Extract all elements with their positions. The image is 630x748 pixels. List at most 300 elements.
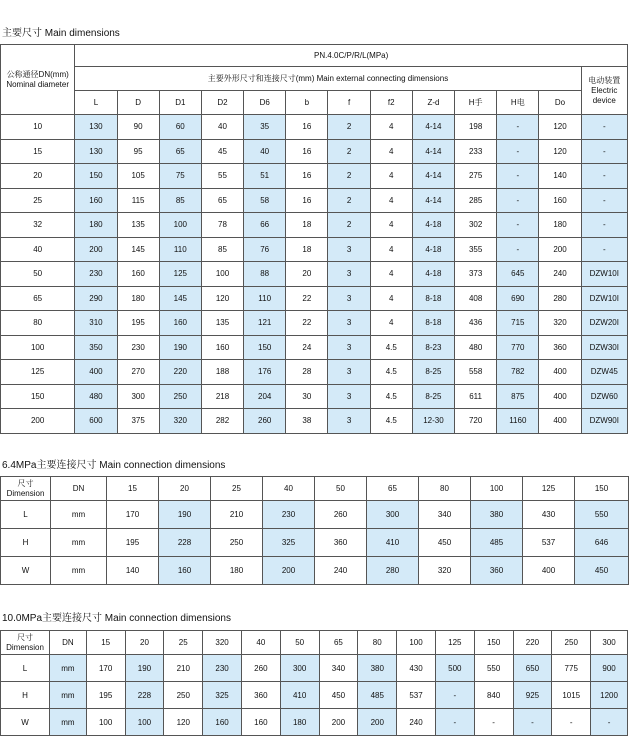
table-cell: 3 (328, 409, 370, 434)
table-cell: 140 (107, 557, 159, 585)
table-cell: 190 (159, 501, 211, 529)
table-cell: 85 (159, 188, 201, 213)
row-label: 32 (1, 213, 75, 238)
table-cell: 16 (286, 115, 328, 140)
table-row (1, 286, 628, 311)
table-cell: 120 (539, 115, 581, 140)
column-header: 15 (86, 631, 125, 655)
table-cell: 250 (159, 384, 201, 409)
row-label: 150 (1, 384, 75, 409)
table-cell: 160 (159, 311, 201, 336)
table-cell: 188 (201, 360, 243, 385)
row-label: L (1, 655, 50, 682)
table-cell: 4 (370, 262, 412, 287)
table-cell: 230 (263, 501, 315, 529)
column-header: D (117, 91, 159, 115)
table-cell: 8-23 (412, 335, 454, 360)
section1-title: 主要尺寸 Main dimensions (2, 28, 120, 39)
table-cell: 110 (244, 286, 286, 311)
column-header: H电 (497, 91, 539, 115)
table-cell: 100 (201, 262, 243, 287)
main-dimensions-table (0, 44, 628, 434)
table-row (1, 409, 628, 434)
column-header: 25 (164, 631, 203, 655)
table-cell: 436 (455, 311, 497, 336)
table-cell: - (497, 139, 539, 164)
table-cell: - (497, 237, 539, 262)
table-cell: 180 (539, 213, 581, 238)
table-cell: DZW60 (581, 384, 627, 409)
table-cell: 485 (471, 529, 523, 557)
table-cell: 450 (319, 682, 358, 709)
row-label: L (1, 501, 51, 529)
table-cell: 2 (328, 115, 370, 140)
table-cell: 145 (117, 237, 159, 262)
table-cell: 8-25 (412, 384, 454, 409)
table-cell: 240 (539, 262, 581, 287)
table-cell: 550 (474, 655, 513, 682)
table-cell: 320 (419, 557, 471, 585)
table-cell: mm (51, 529, 107, 557)
table-cell: 135 (117, 213, 159, 238)
table-cell: 130 (75, 139, 117, 164)
column-header: 300 (591, 631, 628, 655)
table-cell: 280 (539, 286, 581, 311)
table-cell: 198 (455, 115, 497, 140)
table-cell: 250 (164, 682, 203, 709)
column-header: 25 (211, 477, 263, 501)
table-cell: 1160 (497, 409, 539, 434)
table-cell: 180 (117, 286, 159, 311)
table-cell: 150 (75, 164, 117, 189)
column-header: Do (539, 91, 581, 115)
table-cell: 360 (315, 529, 367, 557)
table-cell: 380 (358, 655, 397, 682)
table-cell: - (581, 213, 627, 238)
table-cell: 120 (201, 286, 243, 311)
table-cell: DZW20I (581, 311, 627, 336)
column-header: 150 (474, 631, 513, 655)
table-cell: 2 (328, 213, 370, 238)
table-cell: 16 (286, 188, 328, 213)
row-label: W (1, 557, 51, 585)
table-cell: 400 (539, 384, 581, 409)
table-cell: 611 (455, 384, 497, 409)
column-header: f2 (370, 91, 412, 115)
column-header: f (328, 91, 370, 115)
table-cell: 230 (75, 262, 117, 287)
table-cell: 325 (263, 529, 315, 557)
table-cell: 38 (286, 409, 328, 434)
column-header: 80 (419, 477, 471, 501)
table-row (1, 188, 628, 213)
table-cell: DZW10I (581, 262, 627, 287)
table-cell: 4-14 (412, 139, 454, 164)
table-cell: 550 (575, 501, 629, 529)
table-cell: 410 (280, 682, 319, 709)
table-cell: 230 (203, 655, 242, 682)
table-cell: 210 (164, 655, 203, 682)
column-header: 20 (159, 477, 211, 501)
table-cell: 770 (497, 335, 539, 360)
table-row (1, 557, 629, 585)
table-cell: 40 (201, 115, 243, 140)
table-cell: 105 (117, 164, 159, 189)
pressure-header: PN.4.0C/P/R/L(MPa) (75, 45, 628, 67)
table-cell: 125 (159, 262, 201, 287)
table-cell: 380 (471, 501, 523, 529)
table-cell: 400 (539, 360, 581, 385)
table-cell: 4 (370, 164, 412, 189)
table-cell: 558 (455, 360, 497, 385)
column-header: DN (51, 477, 107, 501)
table-cell: 480 (455, 335, 497, 360)
table-row (1, 164, 628, 189)
table-cell: 350 (75, 335, 117, 360)
table-row (1, 262, 628, 287)
table-cell: mm (50, 682, 87, 709)
table-cell: 450 (419, 529, 471, 557)
table-cell: 230 (117, 335, 159, 360)
table-cell: 4 (370, 213, 412, 238)
row-label: H (1, 529, 51, 557)
row-label: H (1, 682, 50, 709)
table-cell: 430 (397, 655, 436, 682)
table-cell: 110 (159, 237, 201, 262)
row-label: 80 (1, 311, 75, 336)
nominal-diameter-header-cn: 公称通径DN(mm) (6, 69, 69, 79)
table-cell: mm (50, 655, 87, 682)
table-cell: - (581, 115, 627, 140)
table-cell: 300 (280, 655, 319, 682)
table-row (1, 501, 629, 529)
table-cell: 720 (455, 409, 497, 434)
column-header: 40 (241, 631, 280, 655)
table-cell: 340 (419, 501, 471, 529)
table-cell: 4.5 (370, 384, 412, 409)
table-cell: 12-30 (412, 409, 454, 434)
table-cell: 537 (397, 682, 436, 709)
table-cell: - (497, 164, 539, 189)
column-header: H手 (455, 91, 497, 115)
table-row (1, 311, 628, 336)
table-cell: 200 (75, 237, 117, 262)
table-cell: - (497, 213, 539, 238)
table-cell: DZW10I (581, 286, 627, 311)
table-cell: 8-18 (412, 286, 454, 311)
table-row (1, 655, 628, 682)
table-cell: 775 (552, 655, 591, 682)
table-cell: DZW90I (581, 409, 627, 434)
column-header: 220 (513, 631, 552, 655)
table-cell: 18 (286, 213, 328, 238)
table-cell: 200 (539, 237, 581, 262)
table-cell: - (581, 139, 627, 164)
table-cell: - (552, 709, 591, 736)
table-cell: 228 (125, 682, 164, 709)
table-row (1, 139, 628, 164)
table-cell: 260 (244, 409, 286, 434)
table-cell: 3 (328, 311, 370, 336)
table-cell: 233 (455, 139, 497, 164)
table-cell: 22 (286, 311, 328, 336)
table-cell: 4 (370, 286, 412, 311)
table-cell: 310 (75, 311, 117, 336)
dimension-header-cn: 尺寸 (17, 478, 34, 488)
column-header: 250 (552, 631, 591, 655)
table-row (1, 237, 628, 262)
column-header: 50 (315, 477, 367, 501)
table-cell: 3 (328, 237, 370, 262)
table-row (1, 529, 629, 557)
row-label: 125 (1, 360, 75, 385)
electric-device-header (581, 67, 627, 115)
table-cell: 160 (75, 188, 117, 213)
table-cell: 4.5 (370, 360, 412, 385)
table-cell: 4 (370, 188, 412, 213)
dimension-header (1, 631, 50, 655)
table-cell: 218 (201, 384, 243, 409)
column-header: b (286, 91, 328, 115)
table-cell: 340 (319, 655, 358, 682)
table-cell: 400 (523, 557, 575, 585)
table-cell: mm (51, 557, 107, 585)
row-label: 20 (1, 164, 75, 189)
table-cell: 4.5 (370, 409, 412, 434)
column-header: 125 (523, 477, 575, 501)
dimension-header-en: Dimension (6, 642, 44, 652)
table-row (1, 384, 628, 409)
table-cell: 2 (328, 139, 370, 164)
column-header: 100 (397, 631, 436, 655)
table-cell: - (497, 188, 539, 213)
table-cell: 240 (315, 557, 367, 585)
column-header: 50 (280, 631, 319, 655)
column-header: 125 (435, 631, 474, 655)
table-cell: 204 (244, 384, 286, 409)
table-cell: 8-18 (412, 311, 454, 336)
table-cell: 360 (241, 682, 280, 709)
electric-device-header-en: Electric device (591, 85, 618, 105)
table-cell: 100 (159, 213, 201, 238)
table-cell: 180 (280, 709, 319, 736)
table-cell: 4-18 (412, 262, 454, 287)
table-cell: 360 (471, 557, 523, 585)
table-cell: 4 (370, 139, 412, 164)
table-cell: 176 (244, 360, 286, 385)
table-cell: 18 (286, 237, 328, 262)
table-cell: 76 (244, 237, 286, 262)
table-cell: 160 (117, 262, 159, 287)
table-cell: 150 (244, 335, 286, 360)
table-cell: 45 (201, 139, 243, 164)
table-cell: 355 (455, 237, 497, 262)
table-cell: 375 (117, 409, 159, 434)
row-label: W (1, 709, 50, 736)
table-cell: 450 (575, 557, 629, 585)
dimensions-group-header: 主要外形尺寸和连接尺寸(mm) Main external connecting dimensions (75, 67, 581, 91)
table-row (1, 335, 628, 360)
table-cell: 140 (539, 164, 581, 189)
table-cell: 3 (328, 262, 370, 287)
table-cell: 195 (117, 311, 159, 336)
column-header: DN (50, 631, 87, 655)
table-cell: 200 (263, 557, 315, 585)
table-cell: - (497, 115, 539, 140)
nominal-diameter-header-en: Nominal diameter (6, 79, 70, 89)
table-cell: 600 (75, 409, 117, 434)
table-cell: 180 (211, 557, 263, 585)
table-cell: 40 (244, 139, 286, 164)
column-header: Z-d (412, 91, 454, 115)
connection-dimensions-6-4-table (0, 476, 629, 585)
table-cell: 320 (159, 409, 201, 434)
row-label: 15 (1, 139, 75, 164)
row-label: 25 (1, 188, 75, 213)
table-cell: 410 (367, 529, 419, 557)
table-cell: 65 (159, 139, 201, 164)
column-header: D1 (159, 91, 201, 115)
table-cell: 20 (286, 262, 328, 287)
column-header: 100 (471, 477, 523, 501)
table-cell: 115 (117, 188, 159, 213)
table-cell: 120 (164, 709, 203, 736)
table-row (1, 682, 628, 709)
table-cell: 260 (241, 655, 280, 682)
table-cell: DZW45 (581, 360, 627, 385)
table-cell: - (474, 709, 513, 736)
table-row (1, 360, 628, 385)
table-cell: 210 (211, 501, 263, 529)
table-cell: 715 (497, 311, 539, 336)
table-cell: 408 (455, 286, 497, 311)
table-cell: 480 (75, 384, 117, 409)
table-cell: 160 (159, 557, 211, 585)
table-cell: 4 (370, 237, 412, 262)
table-cell: 360 (539, 335, 581, 360)
table-cell: 645 (497, 262, 539, 287)
table-cell: 430 (523, 501, 575, 529)
column-header: 15 (107, 477, 159, 501)
table-cell: 4-14 (412, 164, 454, 189)
table-cell: mm (51, 501, 107, 529)
table-cell: - (581, 164, 627, 189)
table-cell: 200 (319, 709, 358, 736)
table-cell: 400 (539, 409, 581, 434)
table-cell: 190 (125, 655, 164, 682)
table-cell: 1015 (552, 682, 591, 709)
table-cell: 170 (86, 655, 125, 682)
table-cell: 100 (125, 709, 164, 736)
table-cell: 121 (244, 311, 286, 336)
table-cell: 270 (117, 360, 159, 385)
table-cell: 135 (201, 311, 243, 336)
table-cell: 78 (201, 213, 243, 238)
table-cell: 30 (286, 384, 328, 409)
table-cell: 3 (328, 360, 370, 385)
table-cell: 300 (367, 501, 419, 529)
dimension-header-cn: 尺寸 (17, 632, 33, 642)
row-label: 65 (1, 286, 75, 311)
column-header: L (75, 91, 117, 115)
table-cell: 16 (286, 139, 328, 164)
electric-device-header-cn: 电动装置 (588, 75, 621, 85)
table-cell: 55 (201, 164, 243, 189)
table-cell: 2 (328, 164, 370, 189)
table-cell: 24 (286, 335, 328, 360)
column-header: 80 (358, 631, 397, 655)
table-cell: - (435, 682, 474, 709)
table-cell: 8-25 (412, 360, 454, 385)
table-cell: 275 (455, 164, 497, 189)
table-cell: mm (50, 709, 87, 736)
row-label: 200 (1, 409, 75, 434)
column-header: 20 (125, 631, 164, 655)
table-cell: 2 (328, 188, 370, 213)
table-cell: 170 (107, 501, 159, 529)
dimension-header-en: Dimension (6, 488, 45, 498)
section3-title: 10.0MPa主要连接尺寸 Main connection dimensions (2, 613, 231, 624)
table-cell: 16 (286, 164, 328, 189)
table-cell: 4 (370, 311, 412, 336)
table-cell: 95 (117, 139, 159, 164)
table-cell: 302 (455, 213, 497, 238)
table-cell: 4-14 (412, 188, 454, 213)
table-cell: 100 (86, 709, 125, 736)
column-header: 40 (263, 477, 315, 501)
table-cell: 646 (575, 529, 629, 557)
table-cell: - (513, 709, 552, 736)
table-cell: 4-18 (412, 237, 454, 262)
nominal-diameter-header (1, 45, 75, 115)
table-cell: 537 (523, 529, 575, 557)
table-cell: 28 (286, 360, 328, 385)
table-cell: 195 (107, 529, 159, 557)
table-cell: 280 (367, 557, 419, 585)
table-row (1, 115, 628, 140)
table-cell: 500 (435, 655, 474, 682)
table-cell: 4-14 (412, 115, 454, 140)
table-cell: 51 (244, 164, 286, 189)
table-cell: 485 (358, 682, 397, 709)
table-cell: 1200 (591, 682, 628, 709)
table-cell: 22 (286, 286, 328, 311)
table-cell: DZW30I (581, 335, 627, 360)
table-cell: 228 (159, 529, 211, 557)
table-cell: 190 (159, 335, 201, 360)
table-cell: 840 (474, 682, 513, 709)
table-cell: 260 (315, 501, 367, 529)
table-cell: - (581, 188, 627, 213)
table-cell: 75 (159, 164, 201, 189)
table-cell: 195 (86, 682, 125, 709)
table-cell: 325 (203, 682, 242, 709)
table-cell: 650 (513, 655, 552, 682)
column-header: D6 (244, 91, 286, 115)
table-cell: 220 (159, 360, 201, 385)
table-cell: 90 (117, 115, 159, 140)
table-cell: 60 (159, 115, 201, 140)
column-header: D2 (201, 91, 243, 115)
table-cell: 4 (370, 115, 412, 140)
table-cell: 240 (397, 709, 436, 736)
table-cell: 160 (201, 335, 243, 360)
dimension-header (1, 477, 51, 501)
table-cell: 3 (328, 335, 370, 360)
table-cell: 130 (75, 115, 117, 140)
table-cell: 4-18 (412, 213, 454, 238)
table-cell: 4.5 (370, 335, 412, 360)
